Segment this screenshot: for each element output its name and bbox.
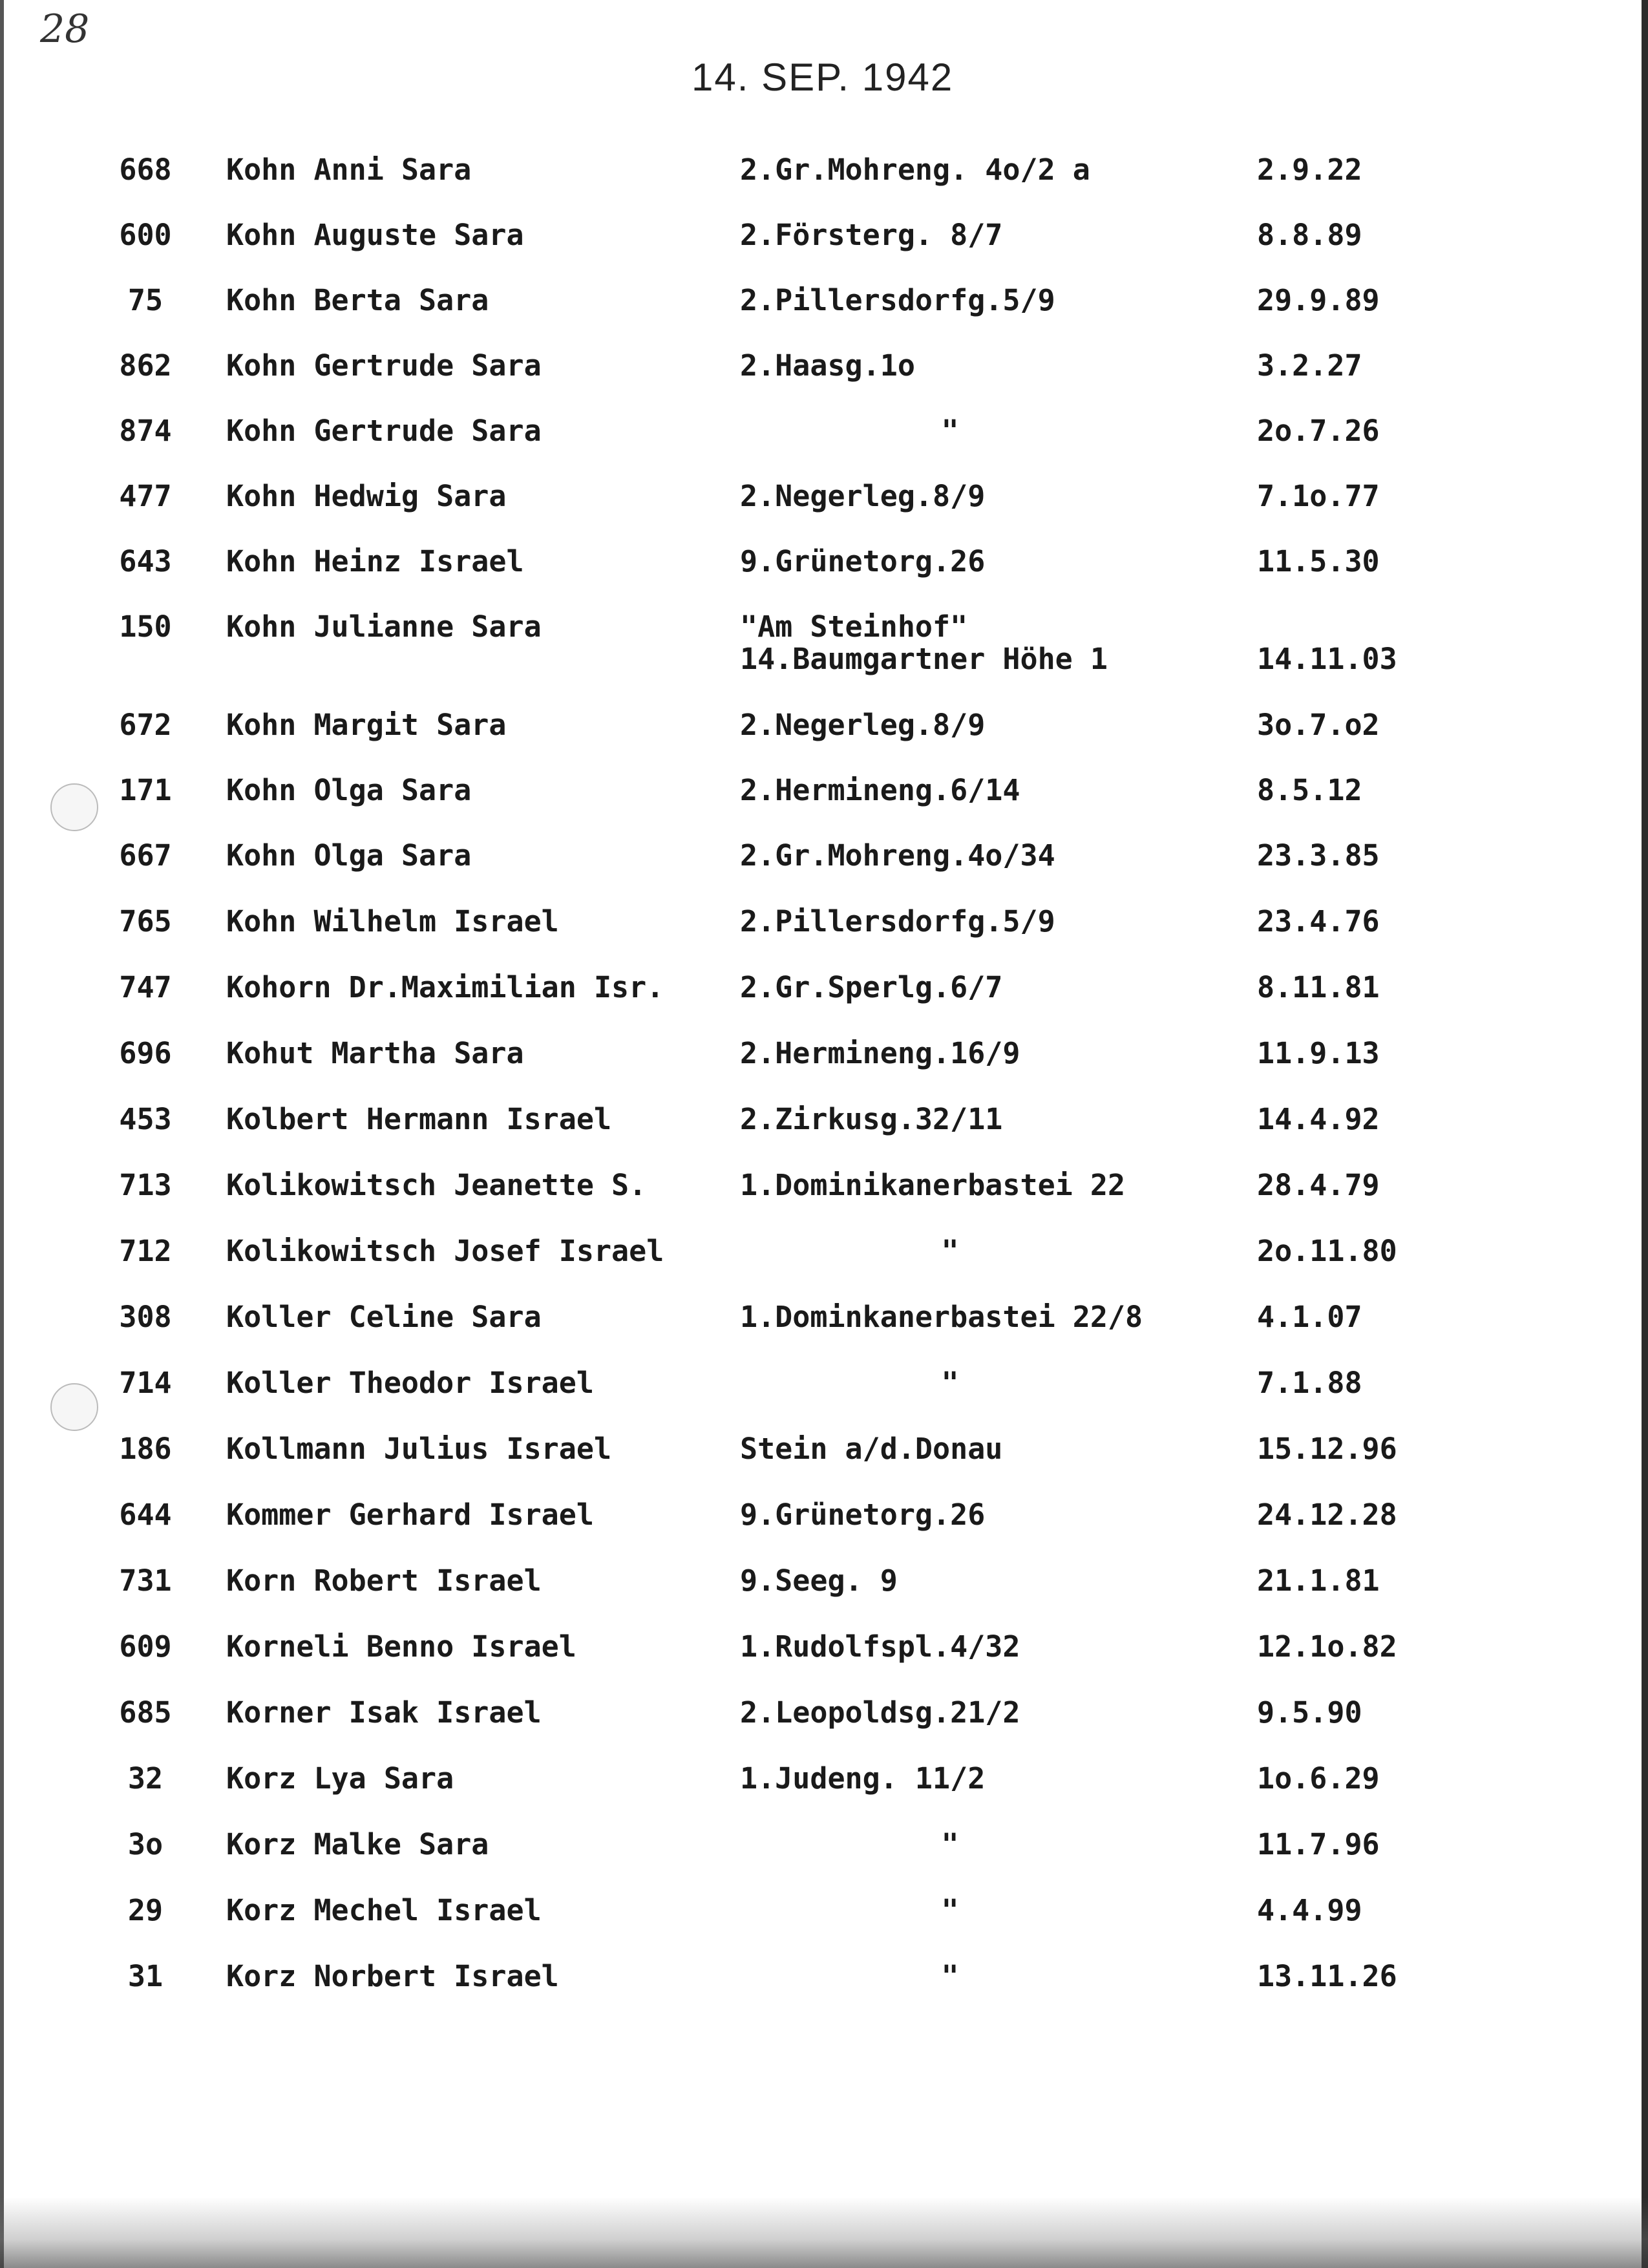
list-number: 696	[119, 1036, 172, 1070]
date-stamp: 14. SEP. 1942	[692, 56, 954, 99]
list-row	[0, 154, 1648, 225]
address: 9.Seeg. 9	[740, 1563, 898, 1598]
birth-date: 7.1o.77	[1257, 479, 1380, 513]
address: 2.Zirkusg.32/11	[740, 1102, 1003, 1136]
birth-date: 2o.11.80	[1257, 1234, 1397, 1268]
person-name: Kohn Anni Sara	[226, 154, 472, 186]
list-row	[0, 415, 1648, 486]
address-ditto-mark: "	[941, 1366, 959, 1400]
address: 1.Dominikanerbastei 22	[740, 1168, 1126, 1202]
list-row	[0, 1499, 1648, 1570]
birth-date: 3.2.27	[1257, 348, 1362, 383]
person-name: Kommer Gerhard Israel	[226, 1499, 594, 1531]
person-name: Kohn Olga Sara	[226, 774, 472, 807]
list-row	[0, 1433, 1648, 1504]
person-name: Kohn Gertrude Sara	[226, 350, 542, 382]
birth-date: 13.11.26	[1257, 1959, 1397, 1993]
address: 2.Hermineng.16/9	[740, 1036, 1020, 1070]
address: 2.Negerleg.8/9	[740, 708, 986, 742]
address: 1.Judeng. 11/2	[740, 1761, 986, 1796]
list-number: 667	[119, 838, 172, 873]
list-row	[0, 971, 1648, 1043]
person-name: Kohn Margit Sara	[226, 709, 507, 741]
list-row	[0, 219, 1648, 290]
person-name: Kohn Gertrude Sara	[226, 415, 542, 447]
birth-date: 24.12.28	[1257, 1498, 1397, 1532]
list-row	[0, 350, 1648, 421]
address: 2.Negerleg.8/9	[740, 479, 986, 513]
list-number: 712	[119, 1234, 172, 1268]
list-row	[0, 1697, 1648, 1768]
address: 1.Dominkanerbastei 22/8	[740, 1300, 1143, 1334]
address: 2.Försterg. 8/7	[740, 218, 1003, 252]
birth-date: 8.5.12	[1257, 773, 1362, 807]
birth-date: 29.9.89	[1257, 283, 1380, 317]
person-name: Korz Lya Sara	[226, 1763, 454, 1795]
person-name: Kohn Berta Sara	[226, 284, 489, 317]
list-number: 668	[119, 153, 172, 187]
list-number: 32	[127, 1761, 164, 1796]
list-row	[0, 1301, 1648, 1372]
list-row	[0, 774, 1648, 845]
list-number: 150	[119, 609, 172, 644]
birth-date: 2o.7.26	[1257, 414, 1380, 448]
list-row	[0, 1894, 1648, 1966]
list-row	[0, 1828, 1648, 1900]
person-name: Kolikowitsch Jeanette S.	[226, 1169, 647, 1202]
person-name: Kollmann Julius Israel	[226, 1433, 612, 1465]
address: 2.Pillersdorfg.5/9	[740, 283, 1055, 317]
list-row	[0, 1103, 1648, 1174]
list-number: 75	[127, 283, 164, 317]
person-name: Kolikowitsch Josef Israel	[226, 1235, 664, 1267]
person-name: Kohn Julianne Sara	[226, 611, 542, 643]
list-number: 308	[119, 1300, 172, 1334]
list-row	[0, 1037, 1648, 1108]
list-number: 643	[119, 544, 172, 578]
person-name: Korneli Benno Israel	[226, 1631, 576, 1663]
list-number: 685	[119, 1695, 172, 1730]
list-row	[0, 709, 1648, 780]
birth-date: 9.5.90	[1257, 1695, 1362, 1730]
address: 2.Hermineng.6/14	[740, 773, 1020, 807]
address: 2.Pillersdorfg.5/9	[740, 904, 1055, 938]
person-name: Korner Isak Israel	[226, 1697, 542, 1729]
address: 2.Leopoldsg.21/2	[740, 1695, 1020, 1730]
birth-date: 8.8.89	[1257, 218, 1362, 252]
birth-date: 3o.7.o2	[1257, 708, 1380, 742]
address-ditto-mark: "	[941, 1893, 959, 1927]
address-line-2: 14.Baumgartner Höhe 1	[740, 642, 1108, 676]
address	[740, 611, 1238, 675]
handwritten-page-number: 28	[40, 6, 90, 52]
list-number: 3o	[127, 1827, 164, 1861]
list-number: 765	[119, 904, 172, 938]
list-number: 714	[119, 1366, 172, 1400]
list-row	[0, 284, 1648, 355]
person-name: Koller Theodor Israel	[226, 1367, 594, 1399]
list-number: 747	[119, 970, 172, 1004]
list-number: 672	[119, 708, 172, 742]
list-row	[0, 1960, 1648, 2031]
list-row	[0, 1631, 1648, 1702]
birth-date: 15.12.96	[1257, 1432, 1397, 1466]
person-name: Korz Norbert Israel	[226, 1960, 559, 1993]
birth-date: 23.4.76	[1257, 904, 1380, 938]
list-number: 453	[119, 1102, 172, 1136]
list-number: 477	[119, 479, 172, 513]
address: 9.Grünetorg.26	[740, 1498, 986, 1532]
address: 9.Grünetorg.26	[740, 544, 986, 578]
birth-date: 14.4.92	[1257, 1102, 1380, 1136]
birth-date: 11.9.13	[1257, 1036, 1380, 1070]
address: 2.Gr.Sperlg.6/7	[740, 970, 1003, 1004]
birth-date: 1o.6.29	[1257, 1761, 1380, 1796]
person-name: Kohn Olga Sara	[226, 840, 472, 872]
list-row	[0, 1235, 1648, 1306]
person-name: Kohorn Dr.Maximilian Isr.	[226, 971, 664, 1004]
birth-date: 11.5.30	[1257, 544, 1380, 578]
birth-date: 4.4.99	[1257, 1893, 1362, 1927]
birth-date: 11.7.96	[1257, 1827, 1380, 1861]
list-number: 31	[127, 1959, 164, 1993]
person-name: Korz Malke Sara	[226, 1828, 489, 1861]
person-name: Korz Mechel Israel	[226, 1894, 542, 1927]
list-row	[0, 480, 1648, 551]
list-number: 171	[119, 773, 172, 807]
person-name: Kohn Hedwig Sara	[226, 480, 507, 513]
page-edge-shadow	[0, 2197, 1648, 2268]
address: Stein a/d.Donau	[740, 1432, 1003, 1466]
address-ditto-mark: "	[941, 1959, 959, 1993]
list-number: 644	[119, 1498, 172, 1532]
list-row	[0, 840, 1648, 911]
list-number: 29	[127, 1893, 164, 1927]
list-row	[0, 906, 1648, 977]
list-number: 874	[119, 414, 172, 448]
list-row	[0, 611, 1648, 682]
list-row	[0, 1367, 1648, 1438]
address: 2.Gr.Mohreng. 4o/2 a	[740, 153, 1090, 187]
birth-date: 23.3.85	[1257, 838, 1380, 873]
list-number: 862	[119, 348, 172, 383]
birth-date: 21.1.81	[1257, 1563, 1380, 1598]
birth-date: 7.1.88	[1257, 1366, 1362, 1400]
person-name: Kolbert Hermann Israel	[226, 1103, 612, 1136]
person-name: Kohn Wilhelm Israel	[226, 906, 559, 938]
list-number: 609	[119, 1629, 172, 1664]
birth-date: 8.11.81	[1257, 970, 1380, 1004]
address-ditto-mark: "	[941, 1234, 959, 1268]
person-name: Kohn Heinz Israel	[226, 546, 524, 578]
list-row	[0, 546, 1648, 617]
person-name: Kohn Auguste Sara	[226, 219, 524, 251]
birth-date: 4.1.07	[1257, 1300, 1362, 1334]
list-row	[0, 1169, 1648, 1240]
list-number: 600	[119, 218, 172, 252]
birth-date: 2.9.22	[1257, 153, 1362, 187]
list-number: 731	[119, 1563, 172, 1598]
birth-date: 14.11.03	[1257, 642, 1397, 676]
birth-date: 12.1o.82	[1257, 1629, 1397, 1664]
address: 2.Gr.Mohreng.4o/34	[740, 838, 1055, 873]
person-name: Koller Celine Sara	[226, 1301, 542, 1333]
person-name: Kohut Martha Sara	[226, 1037, 524, 1070]
address: 1.Rudolfspl.4/32	[740, 1629, 1020, 1664]
list-number: 713	[119, 1168, 172, 1202]
address-line-1: "Am Steinhof"	[740, 609, 968, 644]
list-row	[0, 1565, 1648, 1636]
address-ditto-mark: "	[941, 414, 959, 448]
address: 2.Haasg.1o	[740, 348, 915, 383]
person-name: Korn Robert Israel	[226, 1565, 542, 1597]
list-row	[0, 1763, 1648, 1834]
address-ditto-mark: "	[941, 1827, 959, 1861]
birth-date: 28.4.79	[1257, 1168, 1380, 1202]
list-number: 186	[119, 1432, 172, 1466]
